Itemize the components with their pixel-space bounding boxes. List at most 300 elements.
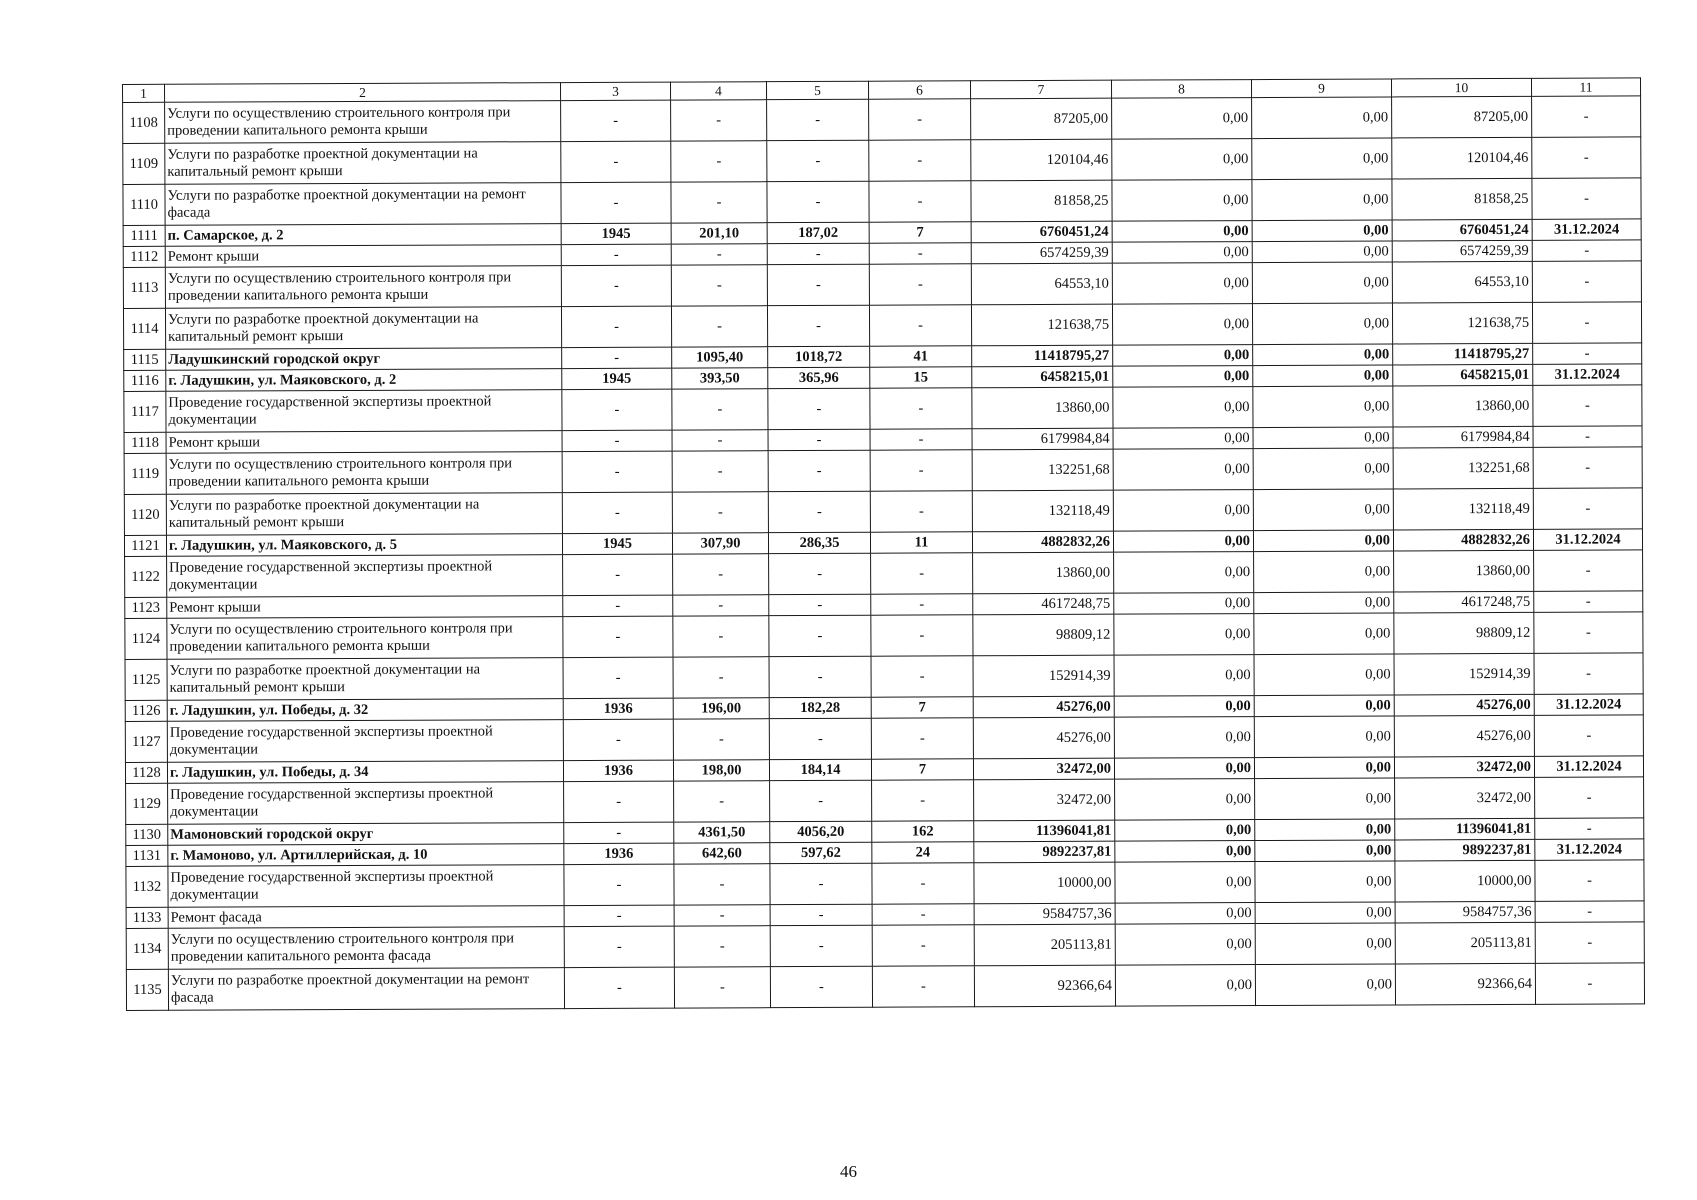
cost-cell-10: 6574259,39 — [1392, 240, 1532, 262]
residents-cell: - — [869, 181, 971, 222]
cost-cell-9: 0,00 — [1253, 386, 1393, 428]
cost-cell-9: 0,00 — [1255, 778, 1395, 820]
cost-cell-10: 32472,00 — [1394, 756, 1534, 778]
cost-cell-9: 0,00 — [1255, 861, 1395, 903]
item-name: г. Ладушкин, ул. Маяковского, д. 2 — [166, 369, 562, 392]
item-name: г. Ладушкин, ул. Маяковского, д. 5 — [166, 534, 562, 557]
living-area-cell: - — [769, 594, 871, 615]
row-number: 1132 — [126, 866, 168, 907]
table-row — [126, 922, 1644, 970]
column-header: 3 — [560, 82, 670, 100]
residents-cell: - — [871, 594, 973, 615]
living-area-cell: - — [770, 904, 872, 925]
residents-cell: - — [870, 388, 972, 429]
row-number: 1109 — [123, 143, 165, 184]
table-row — [123, 261, 1641, 309]
page-number: 46 — [840, 1162, 857, 1181]
deadline-cell: - — [1535, 860, 1644, 901]
deadline-cell: - — [1532, 240, 1641, 261]
year-cell: - — [563, 657, 673, 698]
deadline-cell: - — [1535, 818, 1644, 839]
row-number: 1131 — [126, 845, 168, 866]
living-area-cell: - — [770, 780, 872, 821]
row-number: 1130 — [126, 824, 168, 845]
row-number: 1110 — [123, 184, 165, 225]
total-cost-cell: 120104,46 — [971, 139, 1112, 181]
residents-cell: - — [869, 99, 971, 140]
living-area-cell: - — [769, 656, 871, 697]
year-cell: - — [564, 822, 674, 843]
year-cell: 1945 — [562, 533, 672, 554]
cost-cell-9: 0,00 — [1252, 97, 1392, 139]
cost-cell-8: 0,00 — [1113, 387, 1253, 429]
total-cost-cell: 32472,00 — [973, 758, 1114, 780]
residents-cell: - — [870, 429, 972, 450]
total-cost-cell: 10000,00 — [974, 862, 1115, 904]
row-number: 1112 — [123, 246, 165, 267]
cost-cell-9: 0,00 — [1252, 220, 1392, 242]
cost-cell-9: 0,00 — [1252, 179, 1392, 221]
year-cell: 1936 — [563, 760, 673, 781]
item-name: Услуги по разработке проектной документации на капитальный ремонт крыши — [165, 142, 561, 185]
year-cell: - — [564, 967, 674, 1008]
total-area-cell: 393,50 — [672, 368, 768, 389]
column-header: 4 — [670, 82, 766, 100]
item-name: Услуги по разработке проектной документации на капитальный ремонт крыши — [167, 658, 563, 701]
residents-cell: - — [871, 656, 973, 697]
living-area-cell: - — [770, 966, 872, 1007]
living-area-cell: - — [770, 863, 872, 904]
year-cell: - — [561, 141, 671, 182]
year-cell: 1936 — [564, 843, 674, 864]
total-area-cell: - — [671, 182, 767, 223]
row-number: 1119 — [124, 453, 166, 494]
living-area-cell: - — [767, 305, 869, 346]
item-name: Услуги по разработке проектной документации на капитальный ремонт крыши — [166, 493, 562, 536]
cost-cell-10: 11418795,27 — [1393, 343, 1533, 365]
deadline-cell: - — [1533, 385, 1642, 426]
year-cell: - — [561, 244, 671, 265]
living-area-cell: 187,02 — [767, 222, 869, 243]
deadline-cell: - — [1533, 488, 1642, 529]
total-area-cell: 1095,40 — [672, 347, 768, 368]
residents-cell: - — [872, 780, 974, 821]
total-cost-cell: 13860,00 — [972, 387, 1113, 429]
item-name: Ремонт фасада — [168, 906, 564, 929]
row-number: 1111 — [123, 225, 165, 246]
deadline-cell: - — [1533, 447, 1642, 488]
cost-cell-10: 13860,00 — [1393, 385, 1533, 427]
item-name: п. Самарское, д. 2 — [165, 224, 561, 247]
deadline-cell: 31.12.2024 — [1533, 364, 1642, 385]
cost-cell-9: 0,00 — [1253, 448, 1393, 490]
cost-cell-8: 0,00 — [1115, 820, 1255, 842]
total-area-cell: - — [673, 595, 769, 616]
cost-cell-8: 0,00 — [1114, 758, 1254, 780]
cost-cell-9: 0,00 — [1253, 427, 1393, 449]
living-area-cell: - — [767, 140, 869, 181]
year-cell: - — [562, 492, 672, 533]
row-number: 1123 — [125, 597, 167, 618]
cost-cell-10: 64553,10 — [1392, 261, 1532, 303]
residents-cell: - — [871, 615, 973, 656]
cost-cell-8: 0,00 — [1113, 428, 1253, 450]
total-cost-cell: 87205,00 — [971, 98, 1112, 140]
year-cell: 1945 — [562, 368, 672, 389]
table-row — [124, 385, 1642, 433]
cost-cell-10: 132251,68 — [1393, 447, 1533, 489]
year-cell: - — [563, 595, 673, 616]
residents-cell: - — [871, 553, 973, 594]
cost-cell-9: 0,00 — [1254, 695, 1394, 717]
cost-cell-8: 0,00 — [1115, 903, 1255, 925]
column-header: 1 — [123, 84, 165, 102]
residents-cell: - — [872, 966, 974, 1007]
year-cell: 1945 — [561, 223, 671, 244]
year-cell: - — [562, 430, 672, 451]
row-number: 1115 — [124, 349, 166, 370]
item-name: Услуги по осуществлению строительного контроля при проведении капитального ремонта крыши — [167, 617, 563, 660]
year-cell: - — [561, 306, 671, 347]
cost-cell-9: 0,00 — [1253, 365, 1393, 387]
row-number: 1135 — [126, 969, 168, 1010]
deadline-cell: - — [1534, 591, 1643, 612]
cost-cell-9: 0,00 — [1254, 592, 1394, 614]
deadline-cell: - — [1532, 137, 1641, 178]
cost-cell-9: 0,00 — [1254, 716, 1394, 758]
living-area-cell: - — [767, 181, 869, 222]
item-name: Услуги по разработке проектной документации на ремонт фасада — [165, 183, 561, 226]
total-cost-cell: 6179984,84 — [972, 428, 1113, 450]
total-cost-cell: 6574259,39 — [971, 242, 1112, 264]
deadline-cell: - — [1532, 96, 1641, 137]
residents-cell: - — [869, 140, 971, 181]
deadline-cell: - — [1535, 922, 1644, 963]
total-cost-cell: 132118,49 — [972, 490, 1113, 532]
cost-cell-10: 9584757,36 — [1395, 901, 1535, 923]
cost-cell-9: 0,00 — [1253, 489, 1393, 531]
living-area-cell: 365,96 — [768, 367, 870, 388]
total-area-cell: - — [672, 430, 768, 451]
year-cell: - — [562, 389, 672, 430]
total-cost-cell: 205113,81 — [974, 924, 1115, 966]
column-header: 9 — [1251, 79, 1391, 98]
table-row — [123, 137, 1641, 185]
cost-cell-8: 0,00 — [1114, 717, 1254, 759]
cost-cell-10: 152914,39 — [1394, 653, 1534, 695]
total-cost-cell: 4882832,26 — [972, 531, 1113, 553]
row-number: 1108 — [123, 102, 165, 143]
deadline-cell: 31.12.2024 — [1534, 756, 1643, 777]
cost-cell-9: 0,00 — [1254, 551, 1394, 593]
total-area-cell: 196,00 — [673, 698, 769, 719]
row-number: 1128 — [125, 762, 167, 783]
total-cost-cell: 132251,68 — [972, 449, 1113, 491]
cost-cell-8: 0,00 — [1114, 614, 1254, 656]
cost-cell-9: 0,00 — [1254, 654, 1394, 696]
column-header: 7 — [970, 80, 1111, 99]
residents-cell: 24 — [872, 842, 974, 863]
table-row — [125, 715, 1643, 763]
total-cost-cell: 11418795,27 — [972, 345, 1113, 367]
cost-cell-10: 45276,00 — [1394, 715, 1534, 757]
row-number: 1117 — [124, 391, 166, 432]
item-name: Мамоновский городской округ — [168, 823, 564, 846]
living-area-cell: - — [767, 264, 869, 305]
living-area-cell: 597,62 — [770, 842, 872, 863]
residents-cell: - — [869, 264, 971, 305]
document-sheet — [122, 77, 1644, 1011]
year-cell: - — [562, 451, 672, 492]
cost-cell-8: 0,00 — [1112, 242, 1252, 264]
table-row — [125, 550, 1643, 598]
cost-cell-9: 0,00 — [1255, 819, 1395, 841]
cost-cell-8: 0,00 — [1113, 449, 1253, 491]
row-number: 1124 — [125, 618, 167, 659]
deadline-cell: - — [1534, 612, 1643, 653]
item-name: Ремонт крыши — [167, 596, 563, 619]
total-cost-cell: 11396041,81 — [974, 820, 1115, 842]
cost-cell-10: 9892237,81 — [1395, 839, 1535, 861]
column-header: 2 — [165, 83, 561, 103]
total-area-cell: - — [674, 905, 770, 926]
cost-cell-8: 0,00 — [1114, 552, 1254, 594]
cost-cell-8: 0,00 — [1114, 593, 1254, 615]
item-name: Услуги по осуществлению строительного контроля при проведении капитального ремонта крыши — [165, 266, 561, 309]
living-area-cell: 184,14 — [769, 759, 871, 780]
cost-cell-9: 0,00 — [1254, 613, 1394, 655]
item-name: Ремонт крыши — [166, 431, 562, 454]
column-header: 6 — [868, 81, 970, 99]
cost-cell-10: 121638,75 — [1392, 302, 1532, 344]
residents-cell: - — [870, 450, 972, 491]
cost-cell-8: 0,00 — [1114, 655, 1254, 697]
row-number: 1125 — [125, 659, 167, 700]
total-area-cell: - — [673, 719, 769, 760]
cost-cell-8: 0,00 — [1115, 924, 1255, 966]
living-area-cell: - — [767, 243, 869, 264]
residents-cell: - — [871, 718, 973, 759]
item-name: г. Мамоново, ул. Артиллерийская, д. 10 — [168, 844, 564, 867]
total-cost-cell: 9892237,81 — [974, 841, 1115, 863]
row-number: 1118 — [124, 432, 166, 453]
item-name: Услуги по осуществлению строительного контроля при проведении капитального ремонта крыши — [166, 452, 562, 495]
living-area-cell: 4056,20 — [770, 821, 872, 842]
row-number: 1113 — [123, 267, 165, 308]
cost-cell-8: 0,00 — [1115, 779, 1255, 821]
total-area-cell: 307,90 — [672, 533, 768, 554]
living-area-cell: - — [768, 491, 870, 532]
total-area-cell: - — [672, 492, 768, 533]
table-row — [125, 612, 1643, 660]
cost-cell-8: 0,00 — [1115, 862, 1255, 904]
total-area-cell: - — [671, 306, 767, 347]
total-area-cell: 642,60 — [674, 843, 770, 864]
residents-cell: - — [872, 904, 974, 925]
residents-cell: - — [872, 925, 974, 966]
total-area-cell: - — [674, 864, 770, 905]
deadline-cell: 31.12.2024 — [1533, 529, 1642, 550]
cost-cell-8: 0,00 — [1112, 221, 1252, 243]
table-row — [124, 447, 1642, 495]
living-area-cell: 182,28 — [769, 697, 871, 718]
total-cost-cell: 45276,00 — [973, 717, 1114, 759]
cost-cell-8: 0,00 — [1115, 841, 1255, 863]
year-cell: - — [563, 616, 673, 657]
row-number: 1133 — [126, 907, 168, 928]
residents-cell: - — [872, 863, 974, 904]
row-number: 1121 — [124, 535, 166, 556]
item-name: г. Ладушкин, ул. Победы, д. 34 — [167, 761, 563, 784]
table-row — [123, 178, 1641, 226]
total-cost-cell: 152914,39 — [973, 655, 1114, 697]
total-area-cell: - — [673, 616, 769, 657]
cost-cell-8: 0,00 — [1112, 263, 1252, 305]
item-name: Проведение государственной экспертизы проектной документации — [166, 390, 562, 433]
living-area-cell: - — [769, 718, 871, 759]
living-area-cell: - — [769, 615, 871, 656]
row-number: 1122 — [125, 556, 167, 597]
deadline-cell: - — [1533, 343, 1642, 364]
cost-cell-9: 0,00 — [1255, 964, 1395, 1006]
deadline-cell: - — [1535, 777, 1644, 818]
year-cell: - — [563, 554, 673, 595]
total-cost-cell: 121638,75 — [971, 304, 1112, 346]
cost-cell-9: 0,00 — [1253, 344, 1393, 366]
deadline-cell: 31.12.2024 — [1535, 839, 1644, 860]
cost-cell-10: 13860,00 — [1394, 550, 1534, 592]
total-area-cell: 201,10 — [671, 223, 767, 244]
living-area-cell: 286,35 — [768, 532, 870, 553]
total-area-cell: - — [674, 967, 770, 1008]
item-name: Ладушкинский городской округ — [166, 348, 562, 371]
table-row — [123, 96, 1641, 144]
residents-cell: 7 — [871, 697, 973, 718]
deadline-cell: - — [1534, 715, 1643, 756]
total-cost-cell: 6760451,24 — [971, 221, 1112, 243]
cost-cell-9: 0,00 — [1255, 840, 1395, 862]
total-area-cell: - — [671, 100, 767, 141]
table-row — [123, 302, 1641, 350]
cost-cell-8: 0,00 — [1114, 696, 1254, 718]
living-area-cell: - — [768, 388, 870, 429]
total-cost-cell: 13860,00 — [973, 552, 1114, 594]
year-cell: - — [562, 347, 672, 368]
residents-cell: - — [869, 305, 971, 346]
cost-cell-8: 0,00 — [1112, 98, 1252, 140]
residents-cell: 162 — [872, 821, 974, 842]
cost-cell-10: 92366,64 — [1395, 963, 1535, 1005]
cost-cell-8: 0,00 — [1112, 139, 1252, 181]
residents-cell: 41 — [870, 346, 972, 367]
total-area-cell: 4361,50 — [674, 822, 770, 843]
living-area-cell: - — [767, 99, 869, 140]
item-name: Услуги по разработке проектной документации на капитальный ремонт крыши — [165, 307, 561, 350]
living-area-cell: - — [768, 429, 870, 450]
cost-cell-10: 45276,00 — [1394, 694, 1534, 716]
total-cost-cell: 45276,00 — [973, 696, 1114, 718]
row-number: 1114 — [123, 308, 165, 349]
cost-cell-10: 4882832,26 — [1393, 529, 1533, 551]
total-cost-cell: 81858,25 — [971, 180, 1112, 222]
cost-cell-9: 0,00 — [1252, 241, 1392, 263]
residents-cell: - — [870, 491, 972, 532]
cost-cell-9: 0,00 — [1255, 923, 1395, 965]
row-number: 1127 — [125, 721, 167, 762]
table-row — [126, 963, 1644, 1011]
column-header: 5 — [766, 81, 868, 99]
total-area-cell: - — [671, 265, 767, 306]
row-number: 1116 — [124, 370, 166, 391]
residents-cell: 7 — [869, 222, 971, 243]
year-cell: 1936 — [563, 698, 673, 719]
deadline-cell: - — [1534, 550, 1643, 591]
cost-cell-10: 32472,00 — [1395, 777, 1535, 819]
total-area-cell: - — [674, 926, 770, 967]
cost-cell-8: 0,00 — [1113, 531, 1253, 553]
row-number: 1126 — [125, 700, 167, 721]
year-cell: - — [564, 781, 674, 822]
item-name: Проведение государственной экспертизы проектной документации — [168, 865, 564, 908]
column-header: 11 — [1531, 78, 1640, 96]
deadline-cell: - — [1532, 178, 1641, 219]
column-header: 8 — [1111, 80, 1251, 99]
year-cell: - — [564, 905, 674, 926]
cost-cell-10: 6760451,24 — [1392, 219, 1532, 241]
item-name: Услуги по осуществлению строительного контроля при проведении капитального ремонта фасада — [168, 927, 564, 970]
deadline-cell: - — [1533, 426, 1642, 447]
residents-cell: - — [869, 243, 971, 264]
total-area-cell: - — [674, 781, 770, 822]
cost-cell-9: 0,00 — [1253, 530, 1393, 552]
row-number: 1129 — [126, 783, 168, 824]
cost-cell-9: 0,00 — [1252, 303, 1392, 345]
cost-cell-10: 6458215,01 — [1393, 364, 1533, 386]
cost-cell-10: 87205,00 — [1392, 96, 1532, 138]
cost-cell-10: 4617248,75 — [1394, 591, 1534, 613]
living-area-cell: - — [768, 450, 870, 491]
total-cost-cell: 92366,64 — [974, 965, 1115, 1007]
item-name: Проведение государственной экспертизы проектной документации — [167, 720, 563, 763]
cost-cell-9: 0,00 — [1254, 757, 1394, 779]
residents-cell: 15 — [870, 367, 972, 388]
table-body — [123, 96, 1645, 1011]
deadline-cell: - — [1534, 653, 1643, 694]
deadline-cell: - — [1535, 963, 1644, 1004]
total-cost-cell: 32472,00 — [974, 779, 1115, 821]
total-cost-cell: 6458215,01 — [972, 366, 1113, 388]
year-cell: - — [561, 100, 671, 141]
total-area-cell: - — [673, 554, 769, 595]
cost-cell-10: 10000,00 — [1395, 860, 1535, 902]
row-number: 1120 — [124, 494, 166, 535]
cost-cell-10: 205113,81 — [1395, 922, 1535, 964]
cost-cell-10: 11396041,81 — [1395, 818, 1535, 840]
year-cell: - — [564, 864, 674, 905]
cost-cell-8: 0,00 — [1113, 345, 1253, 367]
total-cost-cell: 98809,12 — [973, 614, 1114, 656]
residents-cell: 11 — [870, 532, 972, 553]
row-number: 1134 — [126, 928, 168, 969]
cost-cell-8: 0,00 — [1113, 366, 1253, 388]
total-area-cell: - — [671, 141, 767, 182]
total-cost-cell: 64553,10 — [971, 263, 1112, 305]
cost-cell-8: 0,00 — [1113, 490, 1253, 532]
item-name: Услуги по разработке проектной документации на ремонт фасада — [168, 968, 564, 1011]
cost-cell-10: 81858,25 — [1392, 178, 1532, 220]
item-name: Ремонт крыши — [165, 245, 561, 268]
year-cell: - — [564, 926, 674, 967]
